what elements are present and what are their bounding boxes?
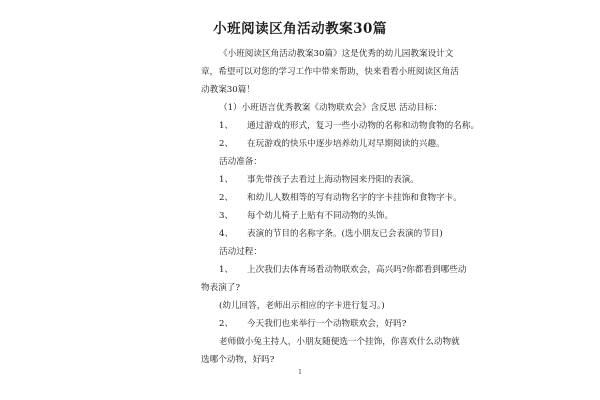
goal-num-1: 1、 bbox=[219, 121, 234, 131]
goal-item-1 bbox=[219, 121, 479, 132]
intro-line-3: 动教案30篇！ bbox=[201, 85, 255, 95]
closing-line-2: 选哪个动物，好吗? bbox=[201, 355, 275, 365]
prep-text-1: 事先带孩子去看过上海动物园来丹阳的表演。 bbox=[247, 175, 419, 185]
intro-line-2: 章，希望可以对您的学习工作中带来帮助，快来看看小班阅读区角活 bbox=[201, 67, 459, 77]
prep-text-3: 每个幼儿椅子上贴有不同动物的头饰。 bbox=[247, 211, 394, 221]
prep-item-2 bbox=[219, 193, 462, 204]
step-item-1-cont: 物表演了? bbox=[201, 283, 240, 293]
goal-num-2: 2、 bbox=[219, 139, 234, 149]
process-heading: 活动过程： bbox=[219, 247, 262, 257]
prep-num-4: 4、 bbox=[219, 229, 234, 239]
closing-line-1: 老师做小兔主持人，小朋友随便选一个挂饰，你喜欢什么动物就 bbox=[219, 337, 460, 347]
step-text-2: 今天我们也来举行一个动物联欢会，好吗? bbox=[247, 319, 407, 329]
prep-text-4: 表演的节目的名称字条。(选小朋友已会表演的节目) bbox=[247, 229, 443, 239]
step-text-1: 上次我们去体育场看动物联欢会，高兴吗?你都看到哪些动 bbox=[247, 265, 467, 275]
step-item-1 bbox=[219, 265, 466, 276]
step-num-1: 1、 bbox=[219, 265, 234, 275]
step-num-2: 2、 bbox=[219, 319, 234, 329]
goal-text-1: 通过游戏的形式，复习一些小动物的名称和动物食物的名称。 bbox=[247, 121, 480, 131]
document-title: 小班阅读区角活动教案30篇 bbox=[213, 21, 387, 37]
teacher-note: (幼儿回答，老师出示相应的字卡进行复习。) bbox=[219, 301, 385, 311]
prep-item-4 bbox=[219, 229, 443, 240]
prep-num-1: 1、 bbox=[219, 175, 234, 185]
prep-num-3: 3、 bbox=[219, 211, 234, 221]
prep-heading: 活动准备： bbox=[219, 157, 262, 167]
lesson-heading: （1）小班语言优秀教案《动物联欢会》含反思 活动目标： bbox=[219, 103, 443, 113]
prep-num-2: 2、 bbox=[219, 193, 234, 203]
prep-item-1 bbox=[219, 175, 419, 186]
goal-text-2: 在玩游戏的快乐中逐步培养幼儿对早期阅读的兴趣。 bbox=[247, 139, 445, 149]
prep-text-2: 和幼儿人数相等的写有动物名字的字卡挂饰和食物字卡。 bbox=[247, 193, 462, 203]
goal-item-2 bbox=[219, 139, 445, 150]
step-item-2 bbox=[219, 319, 406, 330]
intro-line-1: 《小班阅读区角活动教案30篇》这是优秀的幼儿园教案设计文 bbox=[219, 49, 454, 59]
page-number: 1 bbox=[298, 369, 302, 376]
prep-item-3 bbox=[219, 211, 393, 222]
